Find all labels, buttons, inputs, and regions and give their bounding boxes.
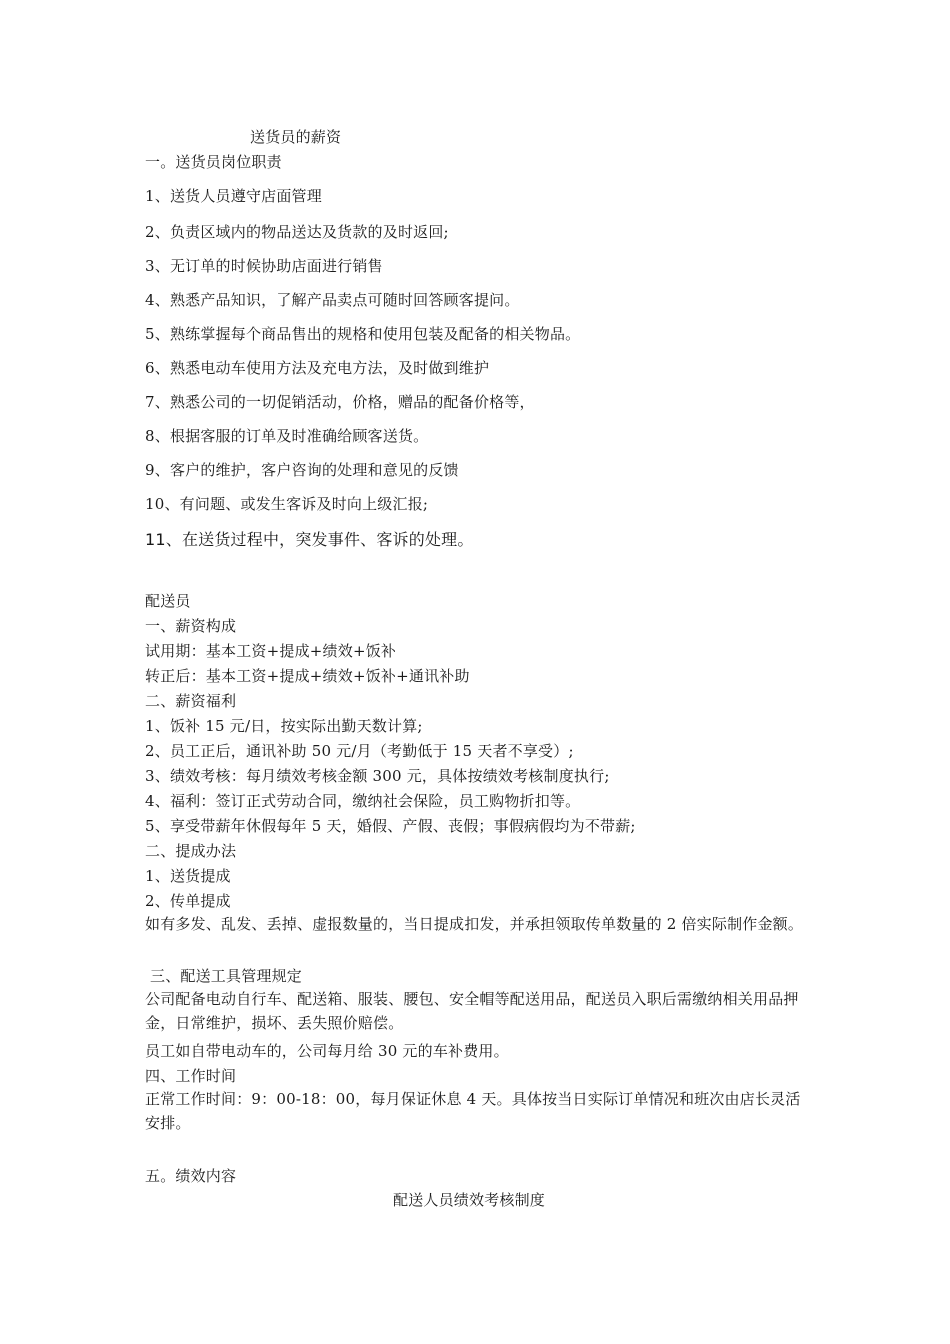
benefit-item: 1、饭补 15 元/日，按实际出勤天数计算; (145, 717, 423, 735)
section-heading-performance: 五。绩效内容 (145, 1167, 237, 1185)
section-heading-duties: 一。送货员岗位职责 (145, 153, 282, 171)
duty-item: 1、送货人员遵守店面管理 (145, 187, 322, 205)
duty-item: 2、负责区域内的物品送达及货款的及时返回; (145, 223, 449, 241)
duty-item: 10、有问题、或发生客诉及时向上级汇报; (145, 495, 429, 513)
doc-title: 送货员的薪资 (250, 128, 342, 146)
commission-note: 如有多发、乱发、丢掉、虚报数量的，当日提成扣发，并承担领取传单数量的 2 倍实际制作金额。 (145, 915, 804, 933)
duty-item: 6、熟悉电动车使用方法及充电方法，及时做到维护 (145, 359, 490, 377)
section-heading-tools: 三、配送工具管理规定 (150, 967, 303, 985)
performance-title: 配送人员绩效考核制度 (393, 1191, 546, 1209)
duty-item: 8、根据客服的订单及时准确给顾客送货。 (145, 427, 429, 445)
duty-item: 7、熟悉公司的一切促销活动，价格，赠品的配备价格等， (145, 393, 535, 411)
duty-item: 9、客户的维护，客户咨询的处理和意见的反馈 (145, 461, 459, 479)
benefit-item: 5、享受带薪年休假每年 5 天，婚假、产假、丧假；事假病假均为不带薪; (145, 817, 636, 835)
section-heading-salary: 一、薪资构成 (145, 617, 237, 635)
commission-item: 2、传单提成 (145, 892, 231, 910)
tools-text-2: 员工如自带电动车的，公司每月给 30 元的车补费用。 (145, 1042, 509, 1060)
commission-item: 1、送货提成 (145, 867, 231, 885)
tools-text: 公司配备电动自行车、配送箱、服装、腰包、安全帽等配送用品，配送员入职后需缴纳相关用品押金，日常维护，损坏、丢失照价赔偿。 (145, 990, 799, 1032)
probation-salary: 试用期：基本工资+提成+绩效+饭补 (145, 642, 397, 660)
section-heading-benefits: 二、薪资福利 (145, 692, 237, 710)
section-heading-commission: 二、提成办法 (145, 842, 237, 860)
regular-salary: 转正后：基本工资+提成+绩效+饭补+通讯补助 (145, 667, 470, 685)
duty-item: 5、熟练掌握每个商品售出的规格和使用包装及配备的相关物品。 (145, 325, 581, 343)
benefit-item: 3、绩效考核：每月绩效考核金额 300 元，具体按绩效考核制度执行; (145, 767, 610, 785)
duty-item: 11、在送货过程中，突发事件、客诉的处理。 (145, 530, 474, 549)
benefit-item: 4、福利：签订正式劳动合同，缴纳社会保险，员工购物折扣等。 (145, 792, 581, 810)
distributor-title: 配送员 (145, 592, 191, 610)
section-heading-hours: 四、工作时间 (145, 1067, 237, 1085)
hours-text: 正常工作时间：9：00-18：00，每月保证休息 4 天。具体按当日实际订单情况和班次由店长灵活安排。 (145, 1090, 801, 1132)
duty-item: 3、无订单的时候协助店面进行销售 (145, 257, 383, 275)
duty-item: 4、熟悉产品知识，了解产品卖点可随时回答顾客提问。 (145, 291, 520, 309)
benefit-item: 2、员工正后，通讯补助 50 元/月（考勤低于 15 天者不享受）; (145, 742, 574, 760)
